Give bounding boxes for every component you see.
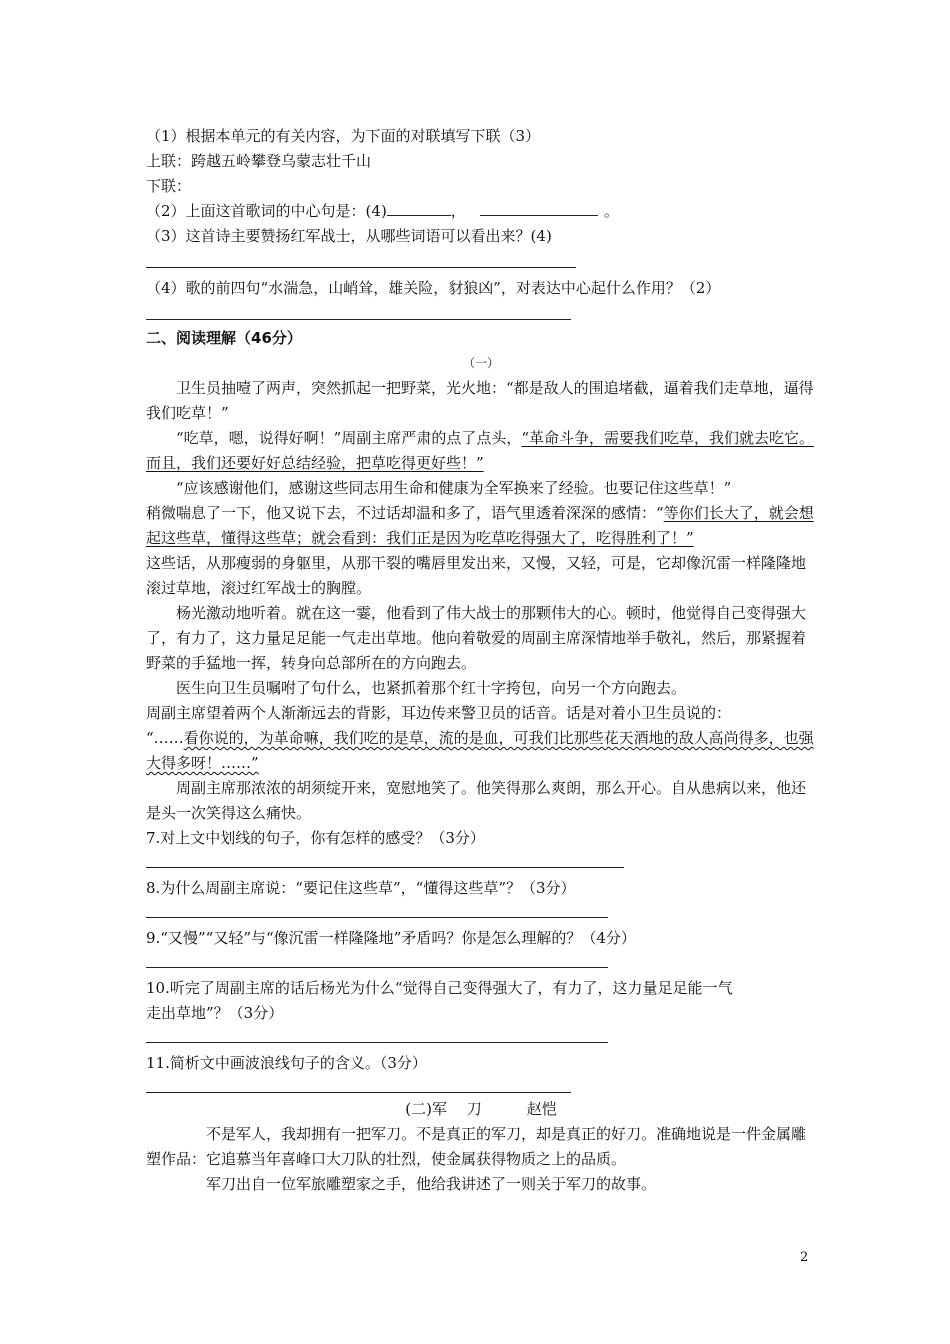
page-number: 2 — [800, 1250, 809, 1265]
paragraph — [146, 726, 816, 776]
answer-line[interactable] — [146, 967, 608, 968]
paragraph: 周副主席望着两个人渐渐远去的背影，耳边传来警卫员的话音。话是对着小卫生员说的： — [146, 704, 732, 722]
paragraph: “应该感谢他们，感谢这些同志用生命和健康为全军换来了经验。也要记住这些草！” — [176, 479, 732, 497]
answer-blank[interactable] — [387, 200, 451, 216]
answer-line[interactable] — [146, 917, 608, 918]
answer-line[interactable] — [146, 319, 571, 320]
answer-line[interactable] — [146, 867, 624, 868]
underlined-sentence: “革命斗争，需要我们吃草，我们就去吃它。而且，我们还要好好总结经验，把草吃得更好些！” — [146, 429, 815, 472]
q4-text: （4）歌的前四句“水湍急，山峭耸，雄关险，豺狼凶”，对表达中心起什么作用？（2） — [146, 279, 721, 297]
paragraph: 军刀出自一位军旅雕塑家之手，他给我讲述了一则关于军刀的故事。 — [206, 1175, 657, 1193]
q2-line — [146, 199, 816, 224]
q11-text: 11.简析文中画波浪线句子的含义。（3分） — [146, 1054, 427, 1072]
paragraph — [146, 501, 816, 551]
subsection-title: （一） — [462, 356, 499, 370]
paragraph: 卫生员抽噎了两声，突然抓起一把野菜，光火地：“都是敌人的围追堵截，逼着我们走草地，逼得我们吃草！” — [146, 379, 814, 422]
document-page — [146, 124, 816, 1197]
answer-blank[interactable] — [480, 200, 598, 216]
paragraph — [146, 426, 816, 476]
paragraph: 不是军人，我却拥有一把军刀。不是真正的军刀，却是真正的好刀。准确地说是一件金属雕塑作品：它追慕当年喜峰口大刀队的壮烈，使金属获得物质之上的品质。 — [146, 1125, 807, 1168]
q2-comma: ， — [450, 202, 466, 220]
q9-text: 9.“又慢”“又轻”与“像沉雷一样隆隆地”矛盾吗？你是怎么理解的？（4分） — [146, 929, 636, 947]
q10-text: 10.听完了周副主席的话后杨光为什么“觉得自己变得强大了，有力了，这力量足足能一气 — [146, 979, 733, 997]
paragraph-text: 稍微喘息了一下，他又说下去，不过话却温和多了，语气里透着深深的感情：“ — [146, 504, 664, 522]
paragraph: 这些话，从那瘦弱的身躯里，从那干裂的嘴唇里发出来，又慢，又轻，可是，它却像沉雷一样隆隆地滚过草地，滚过红军战士的胸膛。 — [146, 554, 807, 597]
wavy-sentence: 看你说的，为革命嘛，我们吃的是草，流的是血，可我们比那些花天酒地的敌人高尚得多，也强大得多呀！……” — [146, 729, 814, 772]
paragraph-text: “吃草，嗯，说得好啊！”周副主席严肃的点了点头， — [176, 429, 522, 447]
couplet-lower: 下联： — [146, 177, 192, 195]
q7-text: 7.对上文中划线的句子，你有怎样的感受？（3分） — [146, 829, 485, 847]
paragraph: 医生向卫生员嘱咐了句什么，也紧抓着那个红十字挎包，向另一个方向跑去。 — [176, 679, 687, 697]
paragraph: 周副主席那浓浓的胡须绽开来，宽慰地笑了。他笑得那么爽朗，那么开心。自从患病以来，他还是头一次笑得这么痛快。 — [146, 779, 807, 822]
section-title: 二、阅读理解（46分） — [146, 329, 302, 347]
q10-text-cont: 走出草地”？（3分） — [146, 1004, 284, 1022]
paragraph: 杨光激动地听着。就在这一霎，他看到了伟大战士的那颗伟大的心。顿时，他觉得自己变得强大了，有力了，这力量足足能一气走出草地。他向着敬爱的周副主席深情地举手敬礼，然后，那紧握着野菜的手猛地一挥，转身向总部所在的方向跑去。 — [146, 604, 807, 672]
q2-text: （2）上面这首歌词的中心句是：(4) — [146, 202, 387, 220]
q1-text: （1）根据本单元的有关内容，为下面的对联填写下联（3） — [146, 127, 541, 145]
couplet-upper: 上联：跨越五岭攀登乌蒙志壮千山 — [146, 152, 372, 170]
answer-line[interactable] — [146, 267, 576, 268]
answer-line[interactable] — [146, 1092, 571, 1093]
paragraph-text: “…… — [146, 729, 184, 747]
subsection-title: (二)军 刀 赵恺 — [405, 1100, 557, 1118]
answer-line[interactable] — [146, 1042, 608, 1043]
q2-end: 。 — [603, 202, 619, 220]
q8-text: 8.为什么周副主席说：“要记住这些草”，“懂得这些草”？（3分） — [146, 879, 576, 897]
q3-text: （3）这首诗主要赞扬红军战士，从哪些词语可以看出来？(4) — [146, 227, 552, 245]
underlined-sentence: 等你们长大了，就会想起这些草，懂得这些草；就会看到：我们正是因为吃草吃得强大了，吃得胜利了！” — [146, 504, 814, 547]
